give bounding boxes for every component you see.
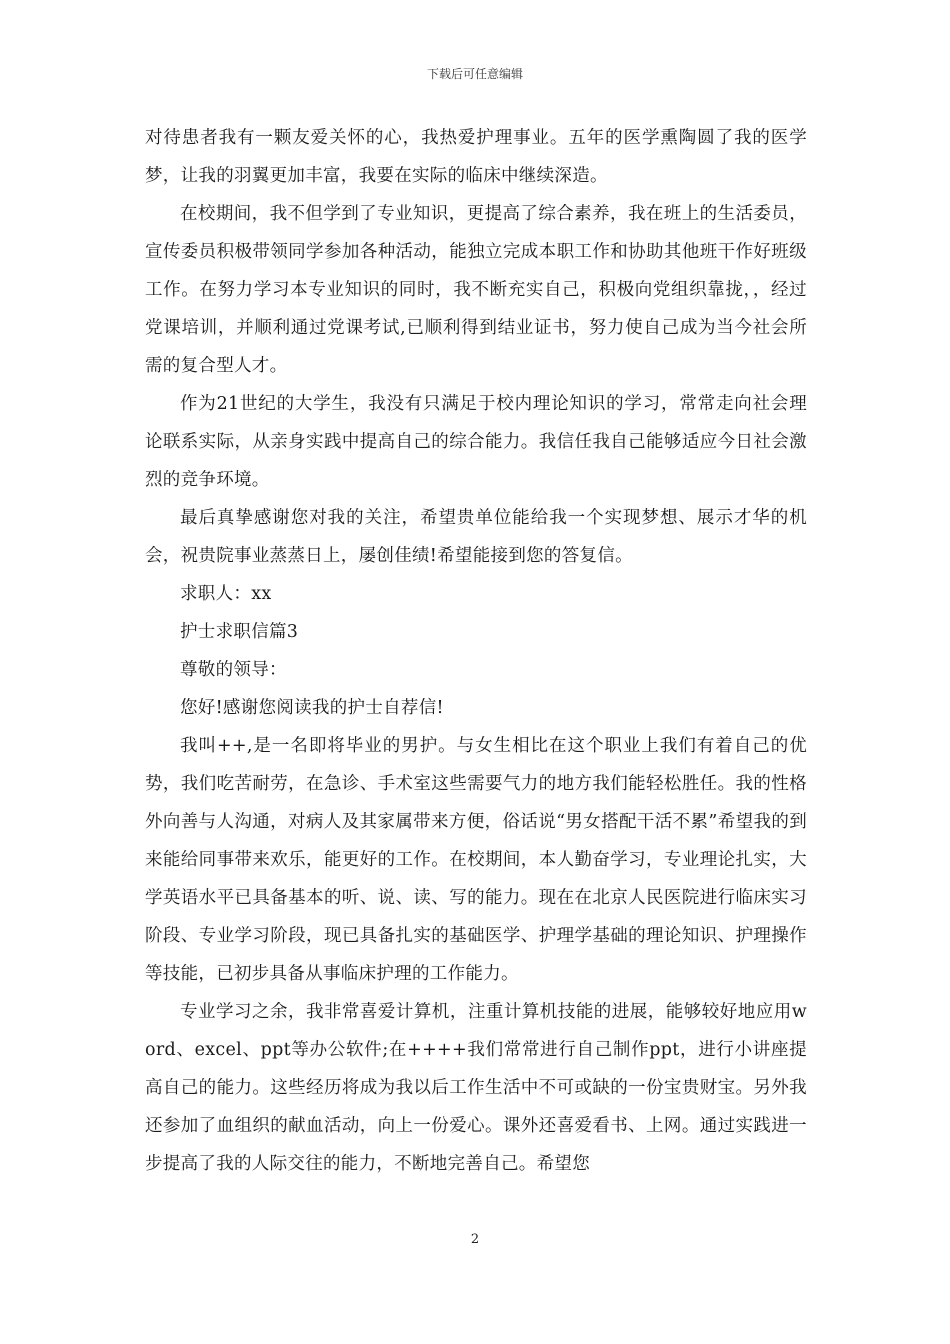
page-number: 2 [470, 1232, 480, 1247]
salutation: 尊敬的领导： [180, 660, 287, 680]
section-heading: 护士求职信篇3 [180, 622, 299, 642]
paragraph-computer-skills: 专业学习之余，我非常喜爱计算机，注重计算机技能的进展，能够较好地应用word、excel、ppt等办公软件;在++++我们常常进行自己制作ppt，进行小讲座提高自己的能力。这些经历将成为我以后工作生活中不可或缺的一份宝贵财宝。另外我还参加了血组织的献血活动，向上一份爱心。课外还喜爱看书、上网。通过实践进一步提高了我的人际交往的能力，不断地完善自己。希望您 [145, 1002, 807, 1174]
paragraph-21st-century: 作为21世纪的大学生，我没有只满足于校内理论知识的学习，常常走向社会理论联系实际，从亲身实践中提高自己的综合能力。我信任我自己能够适应今日社会激烈的竞争环境。 [145, 394, 807, 490]
applicant-signature: 求职人：xx [180, 584, 272, 604]
greeting: 您好!感谢您阅读我的护士自荐信! [180, 698, 444, 718]
paragraph-school-period: 在校期间，我不但学到了专业知识，更提高了综合素养，我在班上的生活委员，宣传委员积极带领同学参加各种活动，能独立完成本职工作和协助其他班干作好班级工作。在努力学习本专业知识的同时，我不断充实自己，积极向党组织靠拢，，经过党课培训，并顺利通过党课考试,已顺利得到结业证书，努力使自己成为当今社会所需的复合型人才。 [145, 204, 807, 376]
paragraph-continuation: 对待患者我有一颗友爱关怀的心，我热爱护理事业。五年的医学熏陶圆了我的医学梦，让我的羽翼更加丰富，我要在实际的临床中继续深造。 [145, 128, 807, 186]
paragraph-closing-thanks: 最后真挚感谢您对我的关注，希望贵单位能给我一个实现梦想、展示才华的机会，祝贵院事业蒸蒸日上，屡创佳绩!希望能接到您的答复信。 [145, 508, 807, 566]
page-header: 下载后可任意编辑 [426, 67, 523, 81]
paragraph-introduction: 我叫++,是一名即将毕业的男护。与女生相比在这个职业上我们有着自己的优势，我们吃苦耐劳，在急诊、手术室这些需要气力的地方我们能轻松胜任。我的性格外向善与人沟通，对病人及其家属带来方便，俗话说“男女搭配干活不累”希望我的到来能给同事带来欢乐，能更好的工作。在校期间，本人勤奋学习，专业理论扎实，大学英语水平已具备基本的听、说、读、写的能力。现在在北京人民医院进行临床实习阶段、专业学习阶段，现已具备扎实的基础医学、护理学基础的理论知识、护理操作等技能，已初步具备从事临床护理的工作能力。 [145, 736, 807, 984]
document-body [145, 119, 807, 1183]
